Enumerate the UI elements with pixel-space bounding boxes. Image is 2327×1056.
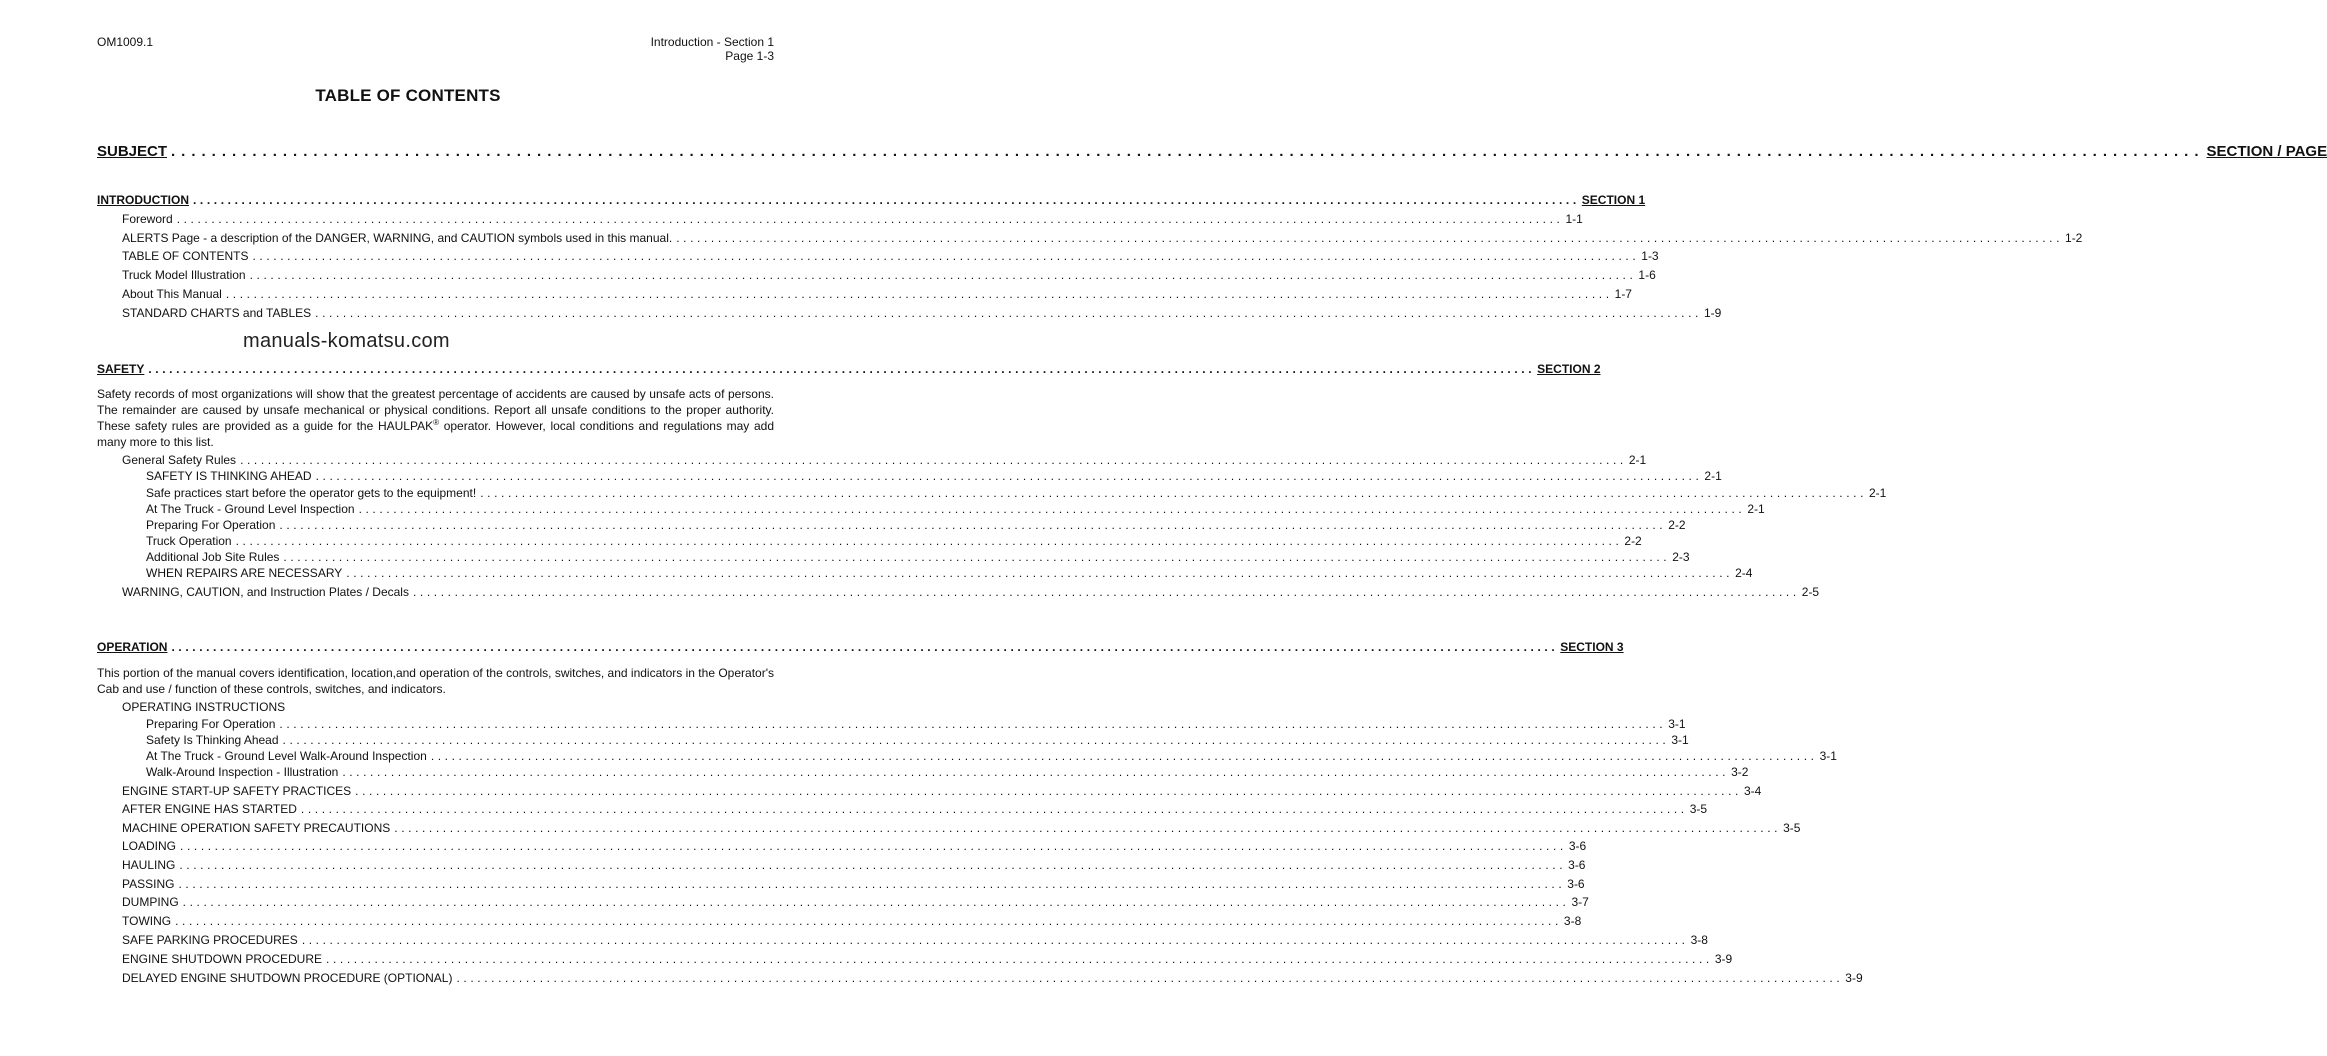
leader-dots: ........................................................................................................................................................................................................ (171, 640, 1559, 654)
toc-entry-label: At The Truck - Ground Level Walk-Around Inspection (146, 749, 427, 763)
toc-entry (146, 733, 1689, 748)
toc-entry-page: 2-5 (1801, 585, 1820, 599)
toc-entry (122, 453, 1647, 468)
toc-entry-page: 2-2 (1668, 518, 1686, 532)
leader-dots: ........................................................................................................................................................................................................ (326, 952, 1713, 966)
toc-entry-page: 2-3 (1672, 550, 1690, 564)
toc-entry-label: TOWING (122, 914, 172, 928)
leader-dots: ........................................................................................................................................................................................................ (180, 839, 1567, 853)
toc-entry-label: General Safety Rules (122, 453, 237, 467)
leader-dots: ........................................................................................................................................................................................................ (148, 362, 1536, 376)
leader-dots: ........................................................................................................................................................................................................ (342, 765, 1730, 779)
toc-entry (146, 534, 1642, 549)
toc-entry (122, 231, 2083, 246)
toc-entry-page: 2-1 (1747, 502, 1765, 516)
leader-dots: ........................................................................................................................................................................................................ (394, 821, 1782, 835)
leader-dots: ........................................................................................................................................................................................................ (346, 566, 1734, 580)
toc-entry-page: 1-2 (2065, 231, 2083, 245)
page-label: Page 1-3 (725, 49, 774, 63)
toc-entry (122, 249, 1659, 264)
toc-entry-label: AFTER ENGINE HAS STARTED (122, 802, 297, 816)
toc-entry (122, 212, 1583, 227)
leader-dots: ........................................................................................................................................................................................................ (315, 469, 1703, 483)
toc-entry-label: TABLE OF CONTENTS (122, 249, 249, 263)
leader-dots: ........................................................................................................................................................................................................ (283, 550, 1671, 564)
toc-entry (122, 952, 1733, 967)
toc-entry (146, 550, 1690, 565)
leader-dots: ........................................................................................................................................................................................................ (175, 914, 1562, 928)
leader-dots: ........................................................................................................................................................................................................ (240, 453, 1627, 467)
leader-dots: ........................................................................................................................................................................................................ (249, 268, 1637, 282)
toc-entry (122, 821, 1801, 836)
toc-entry-page: 2-1 (1704, 469, 1722, 483)
leader-dots: ........................................................................................................................................................................................................ (300, 802, 1688, 816)
toc-entry-label: STANDARD CHARTS and TABLES (122, 306, 312, 320)
leader-dots: ........................................................................................................................................................................................................ (176, 212, 1564, 226)
operation-heading: OPERATION (97, 640, 168, 654)
toc-entry-label: PASSING (122, 877, 175, 891)
toc-entry-page: 3-6 (1568, 858, 1586, 872)
toc-entry-page: 1-1 (1565, 212, 1583, 226)
toc-entry-page: 3-6 (1568, 839, 1587, 853)
toc-entry-page: 3-5 (1783, 821, 1801, 835)
leader-dots: ........................................................................................................................................................................................................ (301, 933, 1689, 947)
operation-heading-row (97, 640, 1624, 655)
operation-section: SECTION 3 (1560, 640, 1624, 654)
toc-entry-label: DUMPING (122, 895, 179, 909)
toc-entry-page: 3-6 (1567, 877, 1585, 891)
toc-entry-label: MACHINE OPERATION SAFETY PRECAUTIONS (122, 821, 391, 835)
leader-dots: ........................................................................................................................................................................................................ (179, 858, 1567, 872)
leader-dots: ........................................................................................................................................................................................................ (171, 143, 2205, 160)
toc-entry-page: 2-1 (1628, 453, 1647, 467)
toc-entry (146, 518, 1686, 533)
leader-dots: ........................................................................................................................................................................................................ (252, 249, 1640, 263)
toc-entry (122, 877, 1585, 892)
toc-entry-label: Safety Is Thinking Ahead (146, 733, 279, 747)
toc-entry (122, 839, 1587, 854)
introduction-heading: INTRODUCTION (97, 193, 189, 207)
leader-dots: ........................................................................................................................................................................................................ (430, 749, 1818, 763)
operation-paragraph: This portion of the manual covers identification, location,and operation of the controls, switches, and indicators in the Operator's Cab and use / function of these controls, switches, and indicators. (97, 666, 774, 696)
toc-entry-page: 3-5 (1689, 802, 1708, 816)
toc-entry (146, 717, 1686, 732)
leader-dots: ........................................................................................................................................................................................................ (182, 895, 1570, 909)
safety-section: SECTION 2 (1537, 362, 1601, 376)
toc-entry-page: 3-9 (1714, 952, 1733, 966)
toc-entry-label: ENGINE SHUTDOWN PROCEDURE (122, 952, 323, 966)
toc-entry (122, 287, 1632, 302)
toc-entry-label: Additional Job Site Rules (146, 550, 280, 564)
toc-entry-page: 3-1 (1671, 733, 1689, 747)
toc-entry-label: Preparing For Operation (146, 518, 276, 532)
leader-dots: ........................................................................................................................................................................................................ (235, 534, 1623, 548)
toc-entry-page: 1-3 (1641, 249, 1659, 263)
toc-entry-page: 3-9 (1845, 971, 1863, 985)
column-headings (97, 143, 2327, 161)
leader-dots: ........................................................................................................................................................................................................ (480, 486, 1867, 500)
toc-entry-label: Truck Model Illustration (122, 268, 246, 282)
toc-entry-page: 3-1 (1668, 717, 1686, 731)
watermark: manuals-komatsu.com (243, 330, 450, 352)
leader-dots: ........................................................................................................................................................................................................ (412, 585, 1800, 599)
leader-dots: ........................................................................................................................................................................................................ (676, 231, 2064, 245)
safety-heading-row (97, 362, 1601, 377)
leader-dots: ........................................................................................................................................................................................................ (358, 502, 1746, 516)
subject-heading: SUBJECT (97, 143, 168, 160)
toc-entry-label: WHEN REPAIRS ARE NECESSARY (146, 566, 343, 580)
toc-entry-page: 1-7 (1614, 287, 1632, 301)
leader-dots: ........................................................................................................................................................................................................ (178, 877, 1566, 891)
leader-dots: ........................................................................................................................................................................................................ (456, 971, 1844, 985)
page-header-right (651, 35, 774, 63)
toc-entry-label: SAFE PARKING PROCEDURES (122, 933, 298, 947)
toc-entry-label: ENGINE START-UP SAFETY PRACTICES (122, 784, 352, 798)
toc-entry (122, 933, 1708, 948)
toc-entry-page: 3-8 (1690, 933, 1708, 947)
toc-entry-page: 2-1 (1869, 486, 1887, 500)
leader-dots: ........................................................................................................................................................................................................ (193, 193, 1580, 207)
toc-entry-page: 2-4 (1735, 566, 1753, 580)
safety-paragraph (97, 386, 774, 450)
leader-dots: ........................................................................................................................................................................................................ (279, 717, 1667, 731)
toc-entry-label: HAULING (122, 858, 176, 872)
toc-entry-page: 3-1 (1819, 749, 1837, 763)
leader-dots: ........................................................................................................................................................................................................ (315, 306, 1702, 320)
toc-entry (122, 971, 1863, 986)
toc-entry (146, 765, 1749, 780)
toc-entry-page: 3-2 (1731, 765, 1749, 779)
toc-entry-label: Truck Operation (146, 534, 232, 548)
toc-entry-label: Walk-Around Inspection - Illustration (146, 765, 339, 779)
toc-entry (146, 486, 1887, 501)
toc-entry-label: WARNING, CAUTION, and Instruction Plates / Decals (122, 585, 409, 599)
toc-entry (122, 858, 1586, 873)
toc-entry (146, 469, 1722, 484)
section-page-heading: SECTION / PAGE (2206, 143, 2327, 160)
leader-dots: ........................................................................................................................................................................................................ (279, 518, 1667, 532)
operating-instructions-subheading: OPERATING INSTRUCTIONS (122, 700, 286, 714)
toc-entry-page: 3-8 (1563, 914, 1582, 928)
leader-dots: ........................................................................................................................................................................................................ (225, 287, 1613, 301)
toc-entry (122, 802, 1708, 817)
registered-mark: ® (433, 418, 440, 427)
safety-paragraph-text-end: operator. However, local conditions and regulations may add many more to this list. (97, 419, 774, 449)
toc-entry-label: Foreword (122, 212, 173, 226)
introduction-section: SECTION 1 (1581, 193, 1646, 207)
safety-paragraph-text: Safety records of most organizations will show that the greatest percentage of accidents are caused by unsafe acts of persons. The remainder are caused by unsafe mechanical or physical conditions. Report all unsafe conditions to the proper authority. These safety rules are provided as a guide for the HAULPAK (97, 387, 774, 433)
section-label: Introduction - Section 1 (650, 35, 774, 49)
toc-entry-label: ALERTS Page - a description of the DANGER, WARNING, and CAUTION symbols used in this manual. (122, 231, 673, 245)
toc-entry-label: SAFETY IS THINKING AHEAD (146, 469, 312, 483)
toc-entry-page: 2-2 (1624, 534, 1642, 548)
introduction-heading-row (97, 193, 1646, 208)
toc-entry-label: About This Manual (122, 287, 222, 301)
toc-entry-label: Safe practices start before the operator gets to the equipment! (146, 486, 477, 500)
toc-entry-page: 3-4 (1743, 784, 1762, 798)
doc-id: OM1009.1 (97, 35, 154, 49)
toc-entry (122, 895, 1589, 910)
toc-entry (122, 306, 1722, 321)
page-title: TABLE OF CONTENTS (315, 86, 501, 105)
leader-dots: ........................................................................................................................................................................................................ (282, 733, 1670, 747)
toc-entry-label: At The Truck - Ground Level Inspection (146, 502, 355, 516)
toc-entry-page: 3-7 (1571, 895, 1589, 909)
toc-entry (122, 914, 1582, 929)
toc-entry (122, 585, 1820, 600)
toc-entry-label: LOADING (122, 839, 177, 853)
toc-entry-page: 1-9 (1703, 306, 1722, 320)
toc-entry (122, 268, 1656, 283)
toc-entry (146, 749, 1837, 764)
safety-heading: SAFETY (97, 362, 145, 376)
toc-entry-page: 1-6 (1638, 268, 1656, 282)
toc-entry-label: Preparing For Operation (146, 717, 276, 731)
toc-entry (146, 502, 1765, 517)
leader-dots: ........................................................................................................................................................................................................ (355, 784, 1742, 798)
toc-entry (146, 566, 1753, 581)
toc-entry-label: DELAYED ENGINE SHUTDOWN PROCEDURE (OPTIONAL) (122, 971, 453, 985)
toc-entry (122, 784, 1762, 799)
